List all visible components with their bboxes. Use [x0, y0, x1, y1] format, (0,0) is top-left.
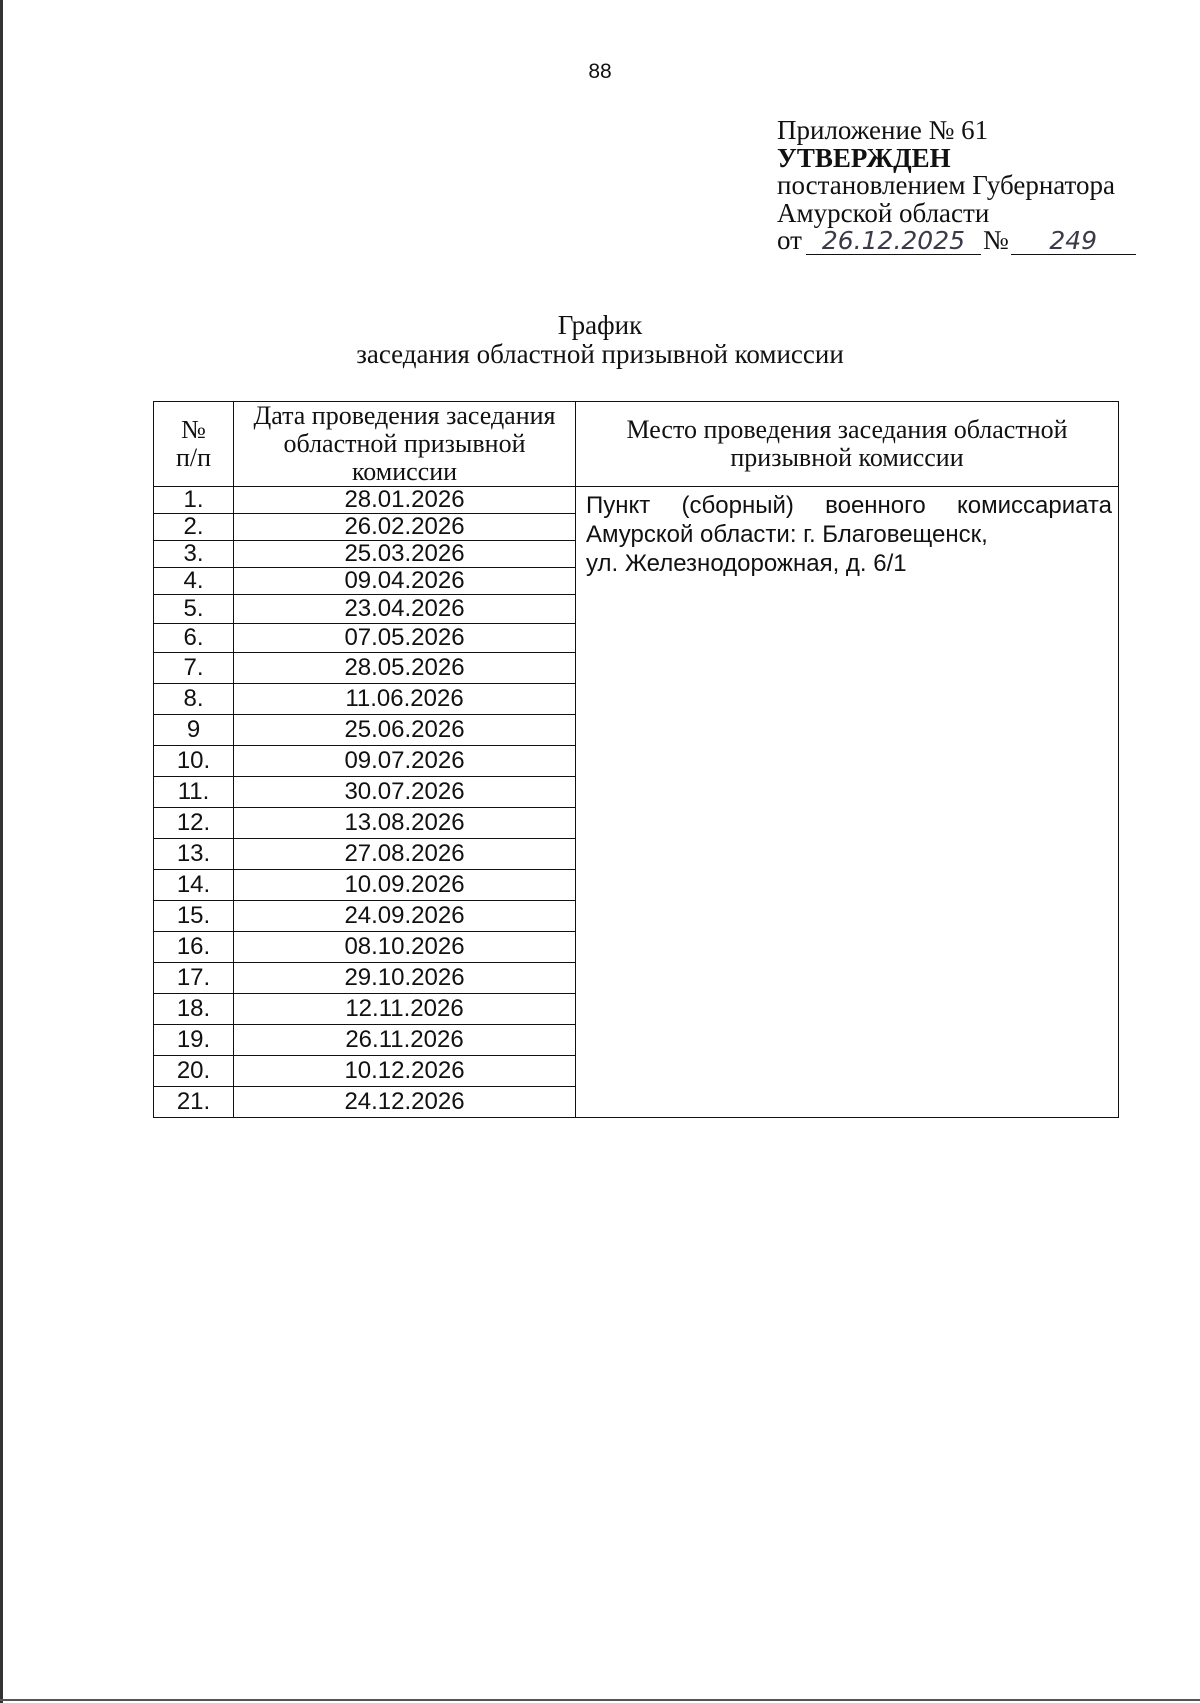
schedule-body	[154, 487, 1119, 1118]
row-date: 29.10.2026	[234, 963, 576, 994]
row-date: 26.11.2026	[234, 1025, 576, 1056]
row-number: 14.	[154, 870, 234, 901]
row-number: 6.	[154, 624, 234, 653]
header-date-line-3: комиссии	[351, 457, 458, 486]
approval-line-1: постановлением Губернатора	[777, 170, 1115, 200]
row-date: 13.08.2026	[234, 808, 576, 839]
row-date: 25.06.2026	[234, 715, 576, 746]
header-number-line-1: №	[181, 415, 206, 444]
title-line-2: заседания областной призывной комиссии	[356, 339, 844, 369]
approval-block	[777, 117, 1177, 255]
meeting-place-line: Амурской области: г. Благовещенск,	[586, 521, 988, 548]
row-date: 08.10.2026	[234, 932, 576, 963]
meeting-place-line: Пункт (сборный) военного комиссариата	[586, 492, 1112, 519]
row-date: 25.03.2026	[234, 541, 576, 568]
header-date-line-2: областной призывной	[283, 429, 526, 458]
row-number: 17.	[154, 963, 234, 994]
row-number: 12.	[154, 808, 234, 839]
row-date: 09.07.2026	[234, 746, 576, 777]
table-row	[154, 487, 1119, 514]
document-title	[0, 311, 1200, 369]
row-date: 12.11.2026	[234, 994, 576, 1025]
page-edge-left	[0, 0, 3, 1703]
row-number: 19.	[154, 1025, 234, 1056]
row-number: 11.	[154, 777, 234, 808]
row-number: 21.	[154, 1087, 234, 1118]
row-date: 07.05.2026	[234, 624, 576, 653]
row-number: 20.	[154, 1056, 234, 1087]
approval-date-line	[777, 227, 1177, 255]
row-date: 30.07.2026	[234, 777, 576, 808]
page-number: 88	[588, 60, 612, 83]
row-number: 16.	[154, 932, 234, 963]
schedule-table	[153, 401, 1119, 1118]
row-number: 3.	[154, 541, 234, 568]
row-date: 24.09.2026	[234, 901, 576, 932]
handwritten-date: 26.12.2025	[806, 228, 981, 255]
meeting-place-line: ул. Железнодорожная, д. 6/1	[586, 550, 907, 577]
row-date: 11.06.2026	[234, 684, 576, 715]
header-number-line-2: п/п	[175, 443, 212, 472]
row-number: 7.	[154, 653, 234, 684]
row-date: 09.04.2026	[234, 568, 576, 595]
row-number: 2.	[154, 514, 234, 541]
header-place-line-2: призывной комиссии	[730, 443, 964, 472]
handwritten-number: 249	[1011, 228, 1136, 255]
row-date: 28.01.2026	[234, 487, 576, 514]
title-line-1: График	[557, 310, 643, 340]
row-date: 26.02.2026	[234, 514, 576, 541]
row-number: 15.	[154, 901, 234, 932]
row-number: 4.	[154, 568, 234, 595]
header-date	[234, 402, 576, 487]
header-place	[576, 402, 1119, 487]
header-number	[154, 402, 234, 487]
approval-line-2: Амурской области	[777, 197, 990, 228]
row-date: 27.08.2026	[234, 839, 576, 870]
row-date: 23.04.2026	[234, 595, 576, 624]
header-row	[154, 402, 1119, 487]
meeting-place	[576, 487, 1119, 1118]
row-number: 1.	[154, 487, 234, 514]
page-edge-bottom	[0, 1699, 1200, 1701]
approved-label: УТВЕРЖДЕН	[777, 142, 951, 173]
number-label: №	[982, 225, 1009, 255]
row-number: 10.	[154, 746, 234, 777]
header-place-line-1: Место проведения заседания областной	[626, 415, 1068, 444]
row-number: 18.	[154, 994, 234, 1025]
row-date: 24.12.2026	[234, 1087, 576, 1118]
header-date-line-1: Дата проведения заседания	[253, 401, 556, 430]
row-date: 28.05.2026	[234, 653, 576, 684]
row-number: 9	[154, 715, 234, 746]
row-date: 10.09.2026	[234, 870, 576, 901]
appendix-label: Приложение № 61	[777, 115, 989, 145]
row-number: 5.	[154, 595, 234, 624]
row-number: 13.	[154, 839, 234, 870]
row-date: 10.12.2026	[234, 1056, 576, 1087]
date-prefix: от	[777, 225, 802, 255]
row-number: 8.	[154, 684, 234, 715]
